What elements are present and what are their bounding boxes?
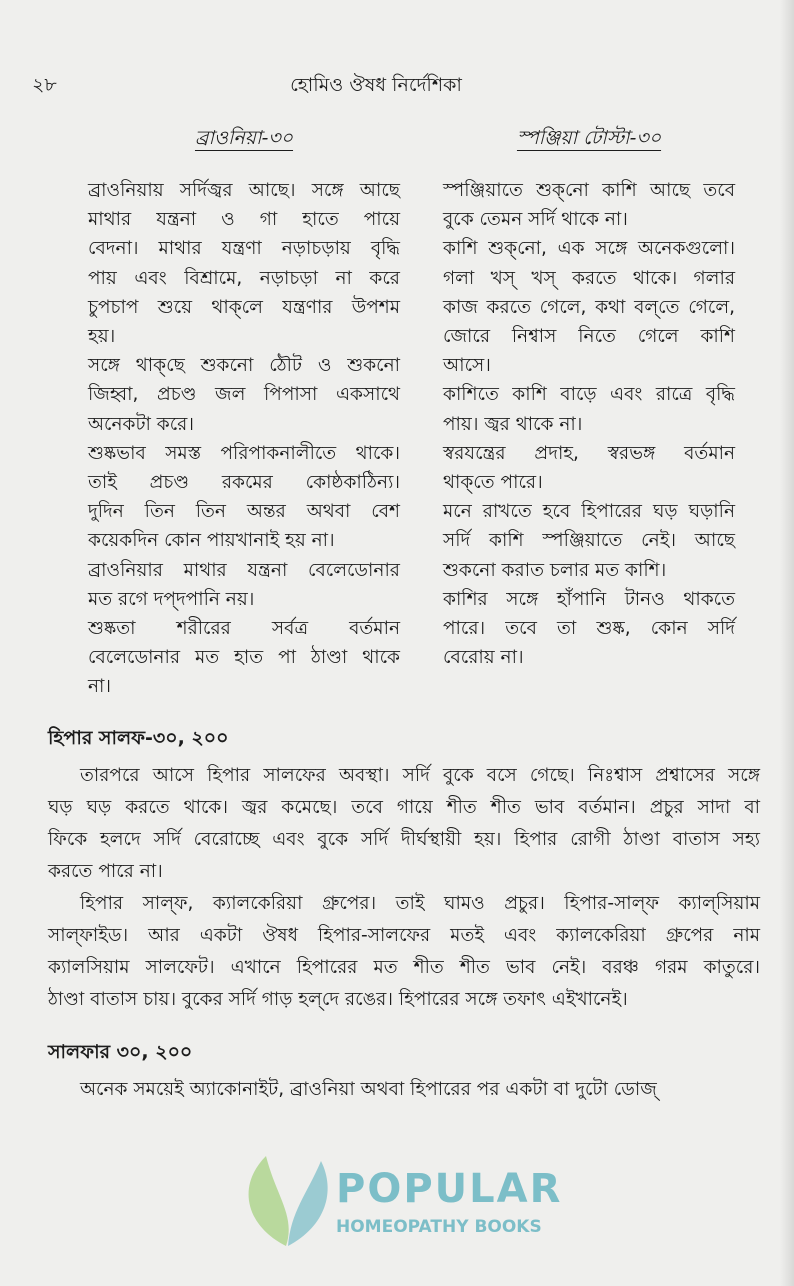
text-line: মনে রাখতে হবে হিপারের ঘড় ঘড়ানি (443, 501, 735, 523)
text-line: সঙ্গে থাক্‌ছে শুকনো ঠৌট ও শুকনো (88, 355, 400, 377)
text-line: শুষ্কতা শরীরের সর্বত্র বর্তমান (88, 618, 400, 640)
text-line: না। (88, 676, 112, 698)
text-line: তাই প্রচণ্ড রকমের কোষ্ঠকাঠিন্য। (88, 472, 400, 494)
text-line: জিহ্বা, প্রচণ্ড জল পিপাসা একসাথে (88, 384, 400, 406)
text-line: স্পঞ্জিয়াতে শুক্‌নো কাশি আছে তবে (443, 180, 735, 201)
watermark-line-2: HOMEOPATHY BOOKS (336, 1216, 542, 1237)
text-line: স্বরযন্ত্রের প্রদাহ, স্বরভঙ্গ বর্তমান (443, 442, 735, 464)
text-line: বেরোয় না। (443, 647, 524, 669)
text-line: পায় এবং বিশ্রামে, নড়াচড়া না করে (88, 267, 400, 289)
text-line: ঘড় ঘড় করতে থাকে। জ্বর কমেছে। তবে গায়ে শীত শীত ভাব বর্তমান। প্রচুর সাদা বা (48, 796, 760, 818)
text-line: মত রগে দপ্‌দপানি নয়। (88, 588, 255, 610)
right-column-heading: স্পঞ্জিয়া টোস্টা-৩০ (516, 127, 662, 149)
text-line: বেলেডোনার মত হাত পা ঠাণ্ডা থাকে (88, 647, 400, 669)
page-number: ২৮ (32, 74, 57, 96)
text-line: ঠাণ্ডা বাতাস চায়। বুকের সর্দি গাড় হল্‌দে রঙের। হিপারের সঙ্গে তফাৎ এইখানেই। (48, 988, 628, 1010)
text-line: থাক্‌তে পারে। (443, 472, 543, 494)
text-line: কয়েকদিন কোন পায়খানাই হয় না। (88, 530, 335, 552)
right-column (443, 124, 735, 702)
text-line: করতে পারে না। (48, 860, 163, 882)
text-line: গলা খস্‌ খস্‌ করতে থাকে। গলার (443, 267, 735, 289)
text-line: ব্রাওনিয়ায় সর্দিজ্বর আছে। সঙ্গে আছে (88, 180, 400, 201)
text-line: ব্রাওনিয়ার মাথার যন্ত্রনা বেলেডোনার (88, 559, 400, 581)
leaf-logo-icon (236, 1146, 336, 1256)
left-column-heading: ব্রাওনিয়া-৩০ (194, 127, 294, 149)
text-line: হয়। (88, 326, 116, 348)
text-line: তারপরে আসে হিপার সালফের অবস্থা। সর্দি বুকে বসে গেছে। নিঃশ্বাস প্রশ্বাসের সঙ্গে (80, 764, 760, 786)
text-line: শুষ্কভাব সমস্ত পরিপাকনালীতে থাকে। (88, 442, 400, 464)
text-line: বুকে তেমন সর্দি থাকে না। (443, 209, 628, 231)
page-header (32, 72, 760, 98)
two-column-section (88, 124, 760, 702)
right-column-body (443, 176, 735, 672)
hepar-heading: হিপার সালফ-৩০, ২০০ (48, 726, 229, 749)
hepar-body (48, 760, 760, 1016)
text-line: অনেকটা করে। (88, 413, 194, 435)
text-line: বেদনা। মাথার যন্ত্রণা নড়াচড়ায় বৃদ্ধি (88, 238, 400, 260)
text-line: ক্যালসিয়াম সালফেট। এখানে হিপারের মত শীত শীত ভাব নেই। বরঞ্চ গরম কাতুরে। (48, 956, 760, 978)
text-line: কাশি শুক্‌নো, এক সঙ্গে অনেকগুলো। (443, 238, 735, 260)
text-line: মাথার যন্ত্রনা ও গা হাতে পায়ে (88, 209, 400, 231)
left-column (88, 124, 400, 702)
sulphur-heading: সালফার ৩০, ২০০ (48, 1040, 193, 1063)
left-column-body (88, 176, 400, 702)
text-line: শুকনো করাত চলার মত কাশি। (443, 559, 667, 581)
text-line: দুদিন তিন তিন অন্তর অথবা বেশ (88, 501, 400, 523)
text-line: সর্দি কাশি স্পঞ্জিয়াতে নেই। আছে (443, 530, 735, 552)
sulphur-body (48, 1074, 760, 1106)
publisher-watermark (236, 1146, 563, 1256)
text-line: জোরে নিশ্বাস নিতে গেলে কাশি (443, 326, 735, 348)
text-line: আসে। (443, 355, 491, 377)
text-line: সাল্‌ফাইড। আর একটা ঔষধ হিপার-সালফের মতই এবং ক্যালকেরিয়া গ্রুপের নাম (48, 924, 760, 946)
running-title: হোমিও ঔষধ নির্দেশিকা (290, 74, 462, 96)
text-line: কাশিতে কাশি বাড়ে এবং রাত্রে বৃদ্ধি (443, 384, 735, 406)
text-line: কাশির সঙ্গে হাঁপানি টানও থাকতে (443, 588, 735, 610)
text-line: অনেক সময়েই অ্যাকোনাইট, ব্রাওনিয়া অথবা হিপারের পর একটা বা দুটো ডোজ্‌ (80, 1078, 657, 1100)
text-line: পায়। জ্বর থাকে না। (443, 413, 583, 435)
watermark-line-1: POPULAR (336, 1165, 563, 1212)
text-line: হিপার সাল্‌ফ, ক্যালকেরিয়া গ্রুপের। তাই ঘামও প্রচুর। হিপার-সাল্‌ফ ক্যাল্‌সিয়াম (80, 892, 760, 914)
text-line: পারে। তবে তা শুষ্ক, কোন সর্দি (443, 618, 735, 640)
text-line: কাজ করতে গেলে, কথা বল্‌তে গেলে, (443, 296, 735, 318)
text-line: চুপচাপ শুয়ে থাক্‌লে যন্ত্রণার উপশম (88, 296, 400, 318)
text-line: ফিকে হলদে সর্দি বেরোচ্ছে এবং বুকে সর্দি দীর্ঘস্থায়ী হয়। হিপার রোগী ঠাণ্ডা বাতাস সহ্য (48, 828, 760, 850)
